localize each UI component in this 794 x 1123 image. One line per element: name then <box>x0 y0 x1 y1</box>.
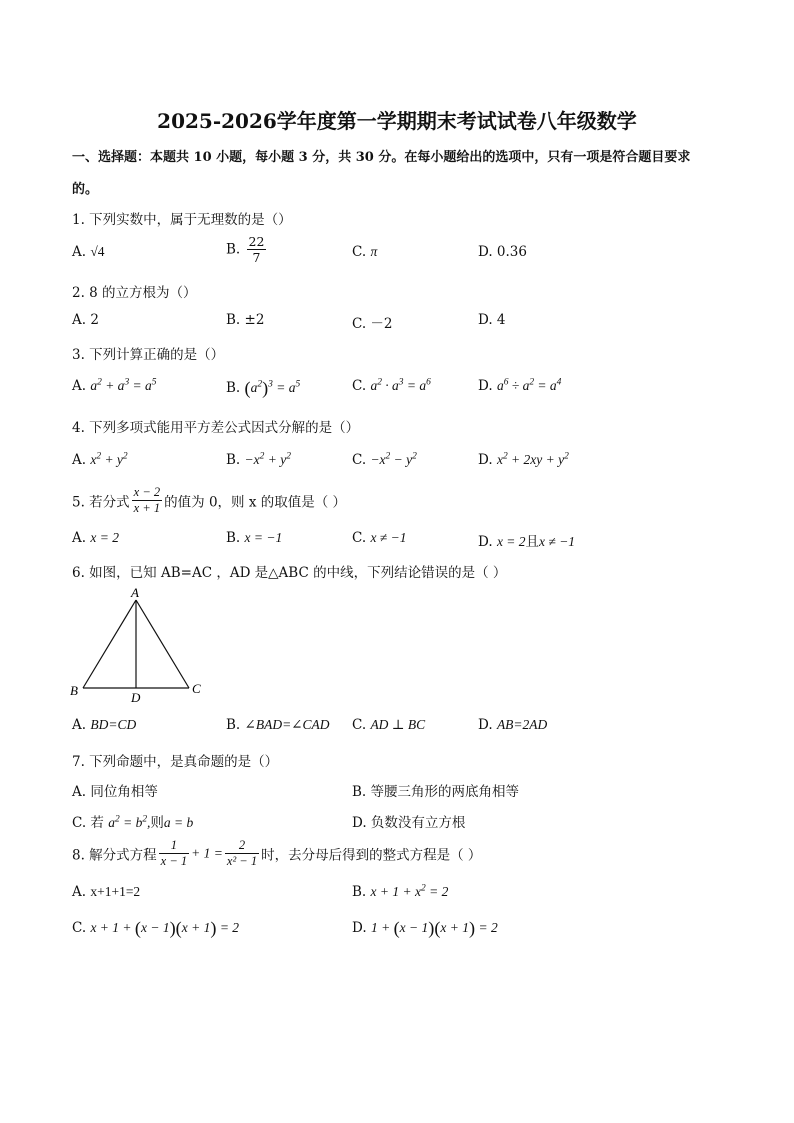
q1-a-math: √4 <box>90 244 105 259</box>
question-7-stem: 7. 下列命题中，是真命题的是（） <box>72 754 279 770</box>
option-letter: C. <box>352 452 367 468</box>
option-letter: B. <box>226 241 241 258</box>
q5-denominator: x + 1 <box>133 501 161 515</box>
q8-option-b[interactable]: B. $x + 1 + x^2 = 2$ <box>352 883 449 900</box>
q8-f2-numerator: 2 <box>238 838 246 852</box>
option-letter: A. <box>72 452 87 468</box>
q1-option-b[interactable] <box>226 234 268 265</box>
question-4-stem: 4. 下列多项式能用平方差公式因式分解的是（） <box>72 420 360 436</box>
q6-option-d[interactable]: D. AB=2AD <box>478 717 548 733</box>
option-letter: A. <box>72 530 87 546</box>
q8-option-a[interactable]: A. x+1+1=2 <box>72 884 141 900</box>
section-heading: 一、选择题：本题共 10 小题，每小题 3 分，共 30 分。在每小题给出的选项中，只有一项是符合题目要求 <box>72 150 691 165</box>
label-c: C <box>192 681 201 696</box>
q8-f1-denominator: x − 1 <box>160 854 188 868</box>
q6-option-b[interactable]: B. ∠BAD=∠CAD <box>226 717 330 733</box>
option-letter: A. <box>72 717 87 733</box>
q2-option-b[interactable]: B. ±2 <box>226 312 265 328</box>
q1-option-c[interactable] <box>352 244 377 260</box>
q5-option-b[interactable]: B. x = −1 <box>226 530 283 546</box>
option-letter: D. <box>478 378 493 394</box>
q6-option-c[interactable]: C. AD ⊥ BC <box>352 717 426 733</box>
q4-option-c[interactable]: C. $-x^2 - y^2$ <box>352 451 417 468</box>
q2-option-d[interactable]: D. 4 <box>478 312 506 328</box>
triangle-figure <box>66 584 216 706</box>
q5-option-d[interactable]: D. x = 2且x ≠ −1 <box>478 534 576 550</box>
q1-option-a[interactable] <box>72 244 105 260</box>
section-heading-cont: 的。 <box>72 182 99 197</box>
label-b: B <box>70 683 78 698</box>
option-letter: A. <box>72 884 87 900</box>
q4-option-b[interactable]: B. $-x^2 + y^2$ <box>226 451 291 468</box>
label-a: A <box>131 585 139 600</box>
q2-option-c[interactable]: C. －2 <box>352 316 393 332</box>
q1-b-numerator: 22 <box>248 234 265 249</box>
q1-b-denominator: 7 <box>247 249 267 265</box>
question-6-stem: 6. 如图，已知 AB=AC ，AD 是△ABC 的中线，下列结论错误的是（ ） <box>72 565 507 581</box>
q8-f1-numerator: 1 <box>170 838 178 852</box>
q7-option-c[interactable]: C. 若 $a^2 = b^2$,则a = b <box>72 814 194 831</box>
q7-option-d[interactable]: D. 负数没有立方根 <box>352 815 466 831</box>
option-letter: C. <box>352 530 367 546</box>
option-letter: C. <box>72 920 87 937</box>
q5-option-c[interactable]: C. x ≠ −1 <box>352 530 407 546</box>
q6-option-a[interactable]: A. BD=CD <box>72 717 137 733</box>
option-letter: D. <box>352 920 367 937</box>
q1-c-math: π <box>370 244 378 259</box>
q3-option-d[interactable]: D. $a^6 \div a^2 = a^4$ <box>478 377 562 394</box>
q7-option-a[interactable]: A. 同位角相等 <box>72 784 158 800</box>
question-2-stem: 2. 8 的立方根为（） <box>72 285 197 301</box>
q7-option-b[interactable]: B. 等腰三角形的两底角相等 <box>352 784 520 800</box>
q3-option-b[interactable]: B. $(a^2)^3 = a^5$ <box>226 378 301 398</box>
q3-option-c[interactable]: C. $a^2 \cdot a^3 = a^6$ <box>352 377 431 394</box>
option-letter: D. <box>478 534 493 550</box>
q4-option-d[interactable]: D. $x^2 + 2xy + y^2$ <box>478 451 569 468</box>
option-letter: C. <box>352 717 367 733</box>
q5-numerator: x − 2 <box>133 485 161 499</box>
q1-option-d[interactable]: D. 0.36 <box>478 244 527 260</box>
side-ab <box>83 600 136 688</box>
option-letter: D. <box>478 452 493 468</box>
q8-f2-denominator: x² − 1 <box>226 854 258 868</box>
side-ac <box>136 600 189 688</box>
option-letter: B. <box>352 884 367 900</box>
q8-option-c[interactable]: C. x + 1 + (x − 1)(x + 1) = 2 <box>72 918 240 938</box>
q5-option-a[interactable]: A. x = 2 <box>72 530 119 546</box>
question-5-stem: 5. 若分式 $\frac{x - 2}{x + 1}$ 的值为 0，则 x 的取值是（ ） <box>72 485 347 515</box>
question-8-stem: 8. 解分式方程 $\frac{1}{x - 1}$ + 1 = $\frac{2}{\text{x² − 1}}$ 时，去分母后得到的整式方程是（ ） <box>72 838 482 868</box>
option-letter: A. <box>72 378 87 394</box>
option-letter: B. <box>226 380 241 397</box>
option-letter: A. <box>72 244 87 260</box>
question-1-stem: 1. 下列实数中，属于无理数的是（） <box>72 212 292 228</box>
option-letter: C. <box>352 378 367 394</box>
question-3-stem: 3. 下列计算正确的是（） <box>72 347 225 363</box>
label-d: D <box>131 690 141 705</box>
q2-option-a[interactable]: A. 2 <box>72 312 99 328</box>
q8-option-d[interactable]: D. 1 + (x − 1)(x + 1) = 2 <box>352 918 498 938</box>
option-letter: D. <box>478 717 493 733</box>
page-title: 2025-2026学年度第一学期期末考试试卷八年级数学 <box>157 109 637 133</box>
option-letter: B. <box>226 452 241 468</box>
option-letter: B. <box>226 530 241 546</box>
q4-option-a[interactable]: A. $x^2 + y^2$ <box>72 451 128 468</box>
option-letter: C. <box>352 244 367 260</box>
q3-option-a[interactable]: A. $a^2 + a^3 = a^5$ <box>72 377 157 394</box>
option-letter: B. <box>226 717 241 733</box>
